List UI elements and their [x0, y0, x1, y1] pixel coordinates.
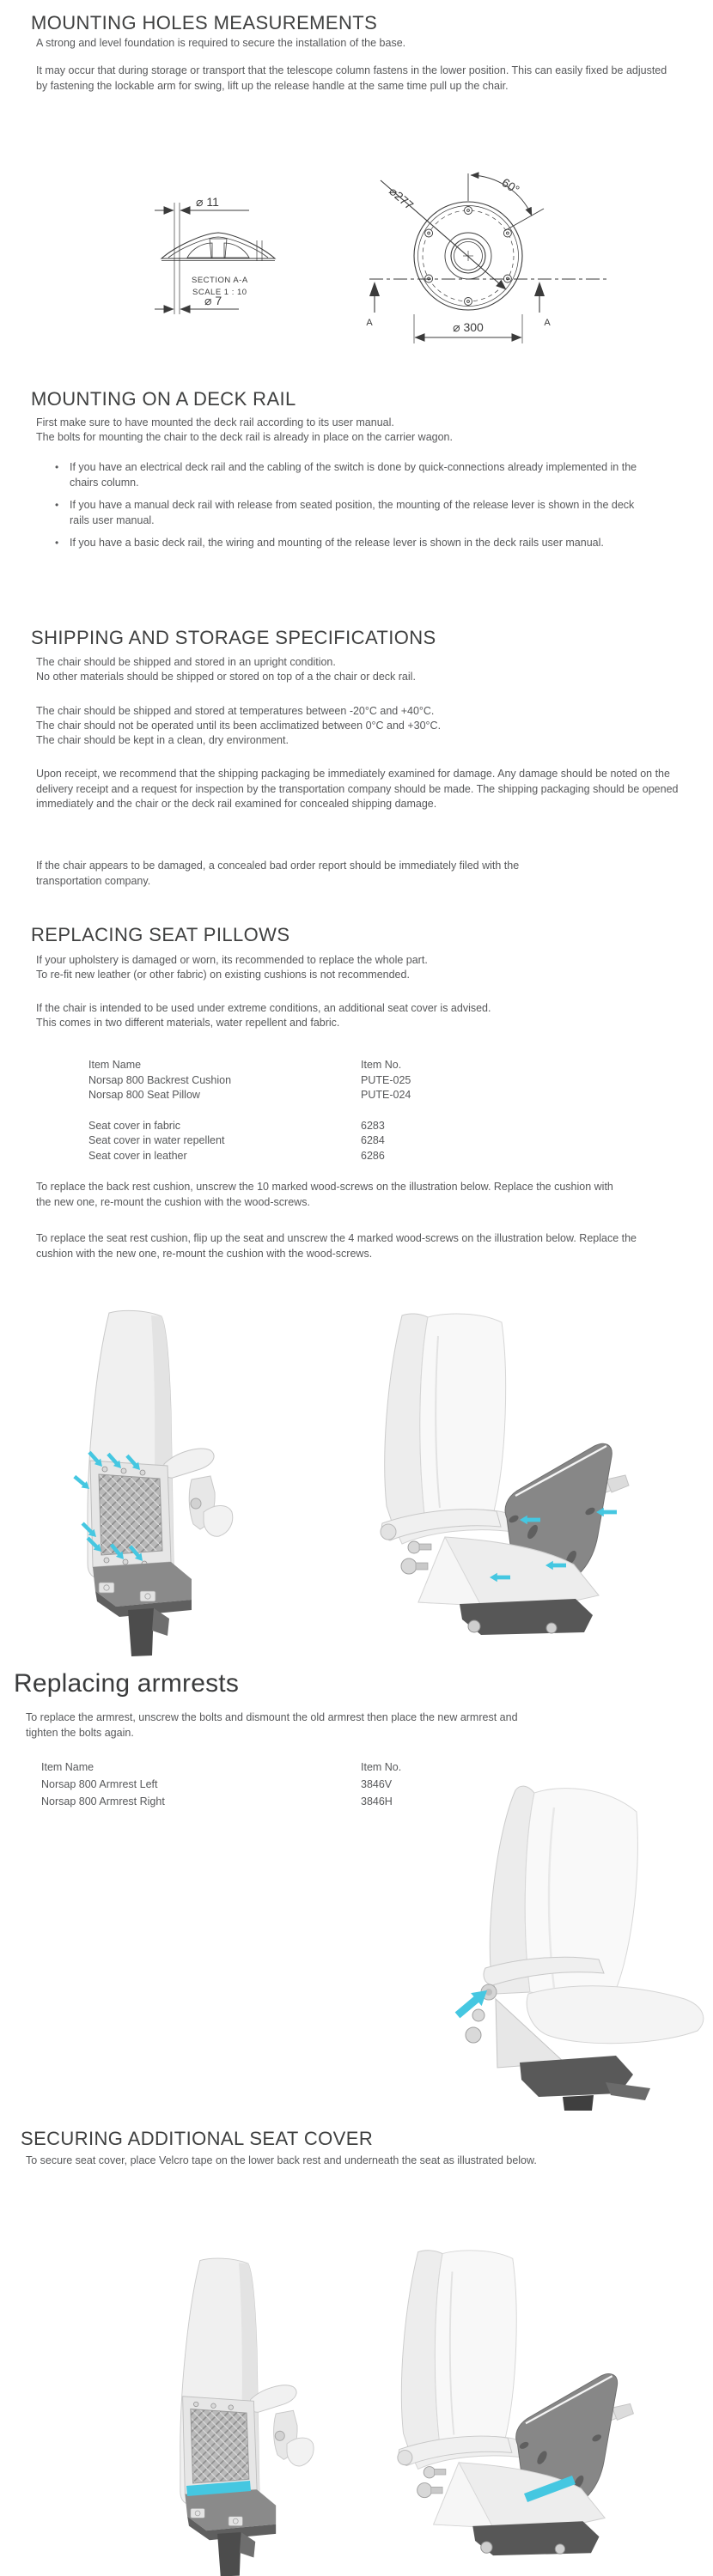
- cushion-screws-illustration: [52, 1303, 661, 1659]
- table-row: Seat cover in fabric 6283: [88, 1119, 385, 1132]
- bullet-item: • If you have a basic deck rail, the wiring and mounting of the release lever is shown in the deck rails user manual.: [52, 536, 653, 551]
- mounting-holes-paragraph-1: A strong and level foundation is required to secure the installation of the base.: [36, 37, 406, 49]
- shipping-paragraph-2: No other materials should be shipped or stored on top of a the chair or deck rail.: [36, 671, 416, 683]
- armrests-parts-table: [41, 1759, 401, 1810]
- scale-label: SCALE 1 : 10: [192, 288, 247, 297]
- bullet-icon: •: [55, 499, 59, 511]
- table-header-row: [41, 1759, 401, 1776]
- table-row: Seat cover in leather 6286: [88, 1149, 385, 1162]
- chair-side-view: [466, 1786, 704, 2111]
- table-row: Norsap 800 Seat Pillow PUTE-024: [88, 1089, 411, 1101]
- mounting-holes-technical-drawing: [86, 161, 619, 386]
- shipping-paragraph-5: The chair should be kept in a clean, dry environment.: [36, 734, 289, 746]
- armrest-bolt-illustration: [434, 1777, 713, 2112]
- pillows-parts-table: [88, 1058, 411, 1163]
- section-title-seat-pillows: REPLACING SEAT PILLOWS: [31, 924, 290, 945]
- pillows-paragraph-4: This comes in two different materials, water repellent and fabric.: [36, 1017, 340, 1029]
- bullet-item: • If you have an electrical deck rail and the cabling of the switch is done by quick-connections already implemented in the chairs column.: [55, 461, 637, 489]
- table-row: Norsap 800 Backrest Cushion PUTE-025: [88, 1073, 411, 1086]
- shipping-paragraph-3: The chair should be shipped and stored at temperatures between -20°C and +40°C.: [36, 705, 435, 717]
- table-header-item-name: Item Name: [41, 1761, 94, 1773]
- pillows-paragraph-6: To replace the seat rest cushion, flip up the seat and unscrew the 4 marked wood-screws on the illustration below. Replace the cushion with the new one, re-mount the cushion with the wood-screws.: [36, 1232, 637, 1260]
- deck-rail-bullet-list: [52, 460, 653, 559]
- table-row: Norsap 800 Armrest Left 3846V: [41, 1778, 393, 1790]
- mounting-holes-paragraph-2: It may occur that during storage or transport that the telescope column fastens in the lower position. This can easily fixed be adjusted by fastening the lockable arm for swing, lift up the release handle at the same time pull up the chair.: [36, 64, 667, 92]
- section-aa-label: SECTION A-A: [192, 276, 248, 285]
- bullet-item: • If you have a manual deck rail with release from seated position, the mounting of the release lever is shown in the deck rails user manual.: [55, 499, 635, 526]
- velcro-tape-illustration: [94, 2243, 670, 2576]
- dia-7-label: ⌀ 7: [204, 294, 222, 307]
- deck-rail-paragraph-2: The bolts for mounting the chair to the deck rail is already in place on the carrier wagon.: [36, 431, 453, 443]
- dia-11-label: ⌀ 11: [196, 195, 219, 209]
- chair-flipped-seat-view: [381, 1314, 629, 1635]
- table-header-row: [88, 1058, 411, 1073]
- chair-back-view: [88, 1310, 233, 1656]
- table-row: Norsap 800 Armrest Right 3846H: [41, 1795, 393, 1807]
- shipping-paragraph-6: Upon receipt, we recommend that the shipping packaging be immediately examined for damage. Any damage should be noted on the delivery receipt and a request for inspection by the transportation company should be made. The shipping packaging should be opened immediately and the chair or the deck rail examined for concealed shipping damage.: [36, 768, 679, 810]
- section-title-mounting-holes: MOUNTING HOLES MEASUREMENTS: [31, 12, 378, 33]
- shipping-paragraph-1: The chair should be shipped and stored in an upright condition.: [36, 656, 336, 668]
- pillows-paragraph-2: To re-fit new leather (or other fabric) on existing cushions is not recommended.: [36, 969, 410, 981]
- table-header-item-no: Item No.: [361, 1761, 402, 1773]
- deck-rail-paragraph-1: First make sure to have mounted the deck rail according to its user manual.: [36, 416, 394, 428]
- section-title-armrests: Replacing armrests: [14, 1669, 240, 1698]
- chair-back-view: [180, 2258, 314, 2576]
- section-title-seat-cover: SECURING ADDITIONAL SEAT COVER: [21, 2128, 374, 2149]
- seat-cover-paragraph-1: To secure seat cover, place Velcro tape on the lower back rest and underneath the seat as illustrated below.: [26, 2154, 537, 2166]
- section-marker-a-right: A: [544, 318, 551, 328]
- table-header-item-no: Item No.: [361, 1059, 402, 1071]
- table-row: Seat cover in water repellent 6284: [88, 1134, 385, 1146]
- section-marker-a-left: A: [366, 318, 373, 328]
- pillows-paragraph-3: If the chair is intended to be used under extreme conditions, an additional seat cover is advised.: [36, 1002, 491, 1014]
- section-title-shipping: SHIPPING AND STORAGE SPECIFICATIONS: [31, 627, 436, 648]
- pillows-paragraph-1: If your upholstery is damaged or worn, its recommended to replace the whole part.: [36, 954, 428, 966]
- shipping-paragraph-4: The chair should not be operated until its been acclimatized between 0°C and +30°C.: [36, 720, 442, 732]
- angle-60-label: 60°: [499, 175, 522, 197]
- bullet-icon: •: [55, 537, 59, 549]
- pillows-paragraph-5: To replace the back rest cushion, unscrew the 10 marked wood-screws on the illustration below. Replace the cushion with the new one, re-mount the cushion with the wood-screws.: [36, 1181, 613, 1208]
- dia-277-label: ⌀277: [387, 184, 417, 213]
- armrests-paragraph-1: To replace the armrest, unscrew the bolts and dismount the old armrest then place the new armrest and tighten the bolts again.: [26, 1711, 518, 1739]
- chair-flipped-seat-view: [398, 2251, 634, 2555]
- shipping-paragraph-7: If the chair appears to be damaged, a concealed bad order report should be immediately filed with the transportation company.: [36, 860, 520, 887]
- section-title-deck-rail: MOUNTING ON A DECK RAIL: [31, 388, 296, 410]
- dia-300-label: ⌀ 300: [453, 320, 484, 334]
- table-header-item-name: Item Name: [88, 1059, 142, 1071]
- bullet-icon: •: [55, 461, 59, 473]
